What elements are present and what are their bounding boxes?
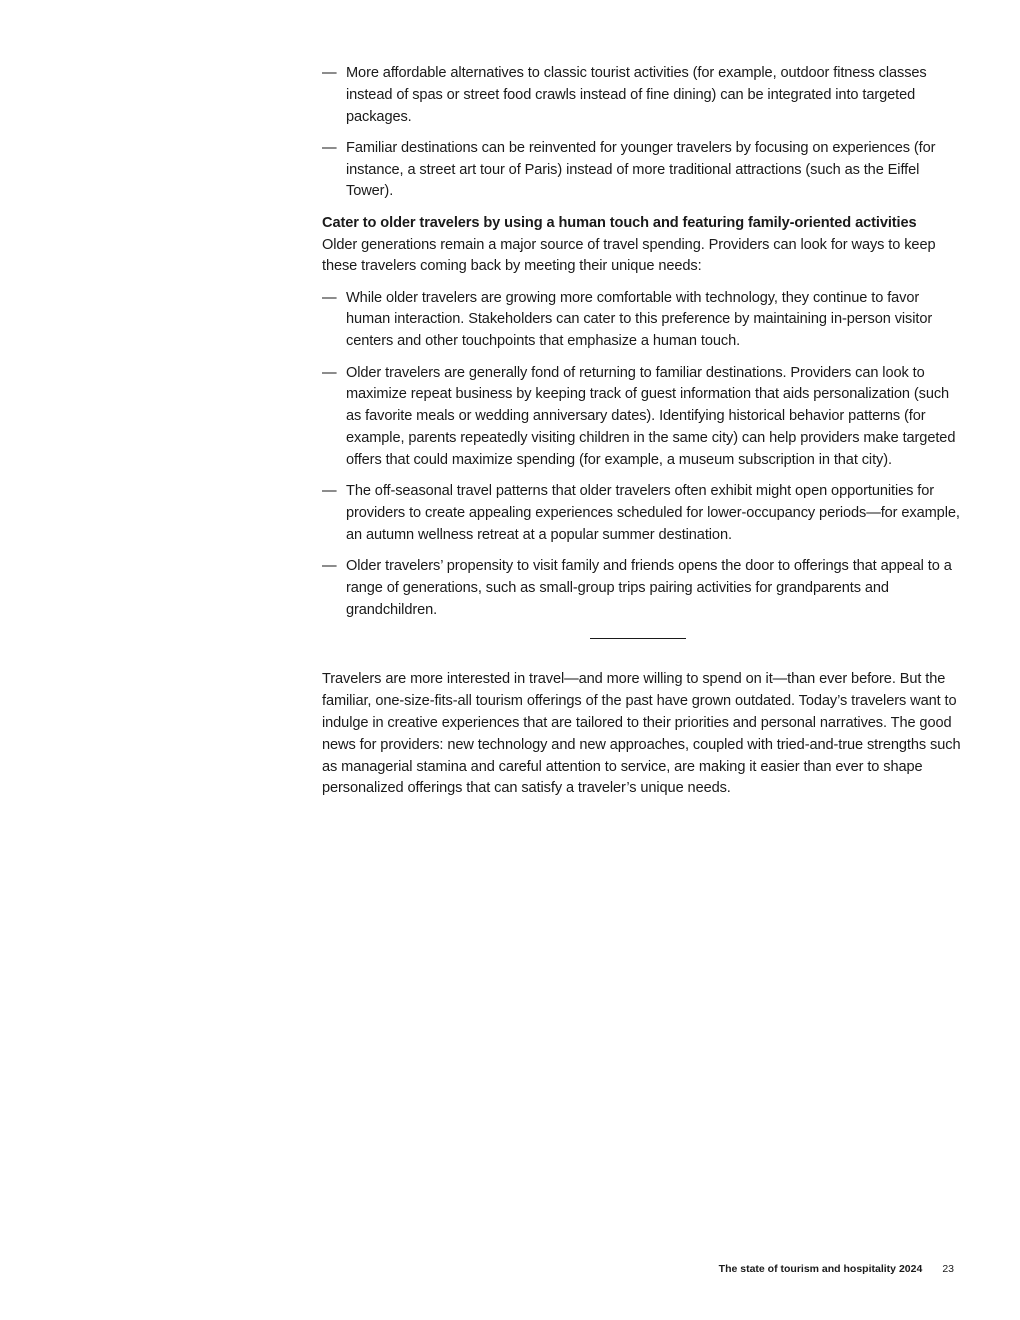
bullet-dash: — <box>322 65 337 81</box>
list-item-text: Older travelers’ propensity to visit family and friends opens the door to offerings that appeal to a range of generations, such as small-group trips pairing activities for grandparents and grandchildren. <box>346 557 952 618</box>
closing-paragraph: Travelers are more interested in travel—and more willing to spend on it—than ever before. But the familiar, one-size-fits-all tourism offerings of the past have grown outdated. Today’s travelers want to indulge in creative experiences that are tailored to their priorities and personal narratives. The good news for providers: new technology and new approaches, coupled with tried-and-true strengths such as managerial stamina and careful attention to service, are making it easier than ever to shape personalized offerings that can satisfy a traveler’s unique needs. <box>322 671 961 797</box>
list-item <box>322 63 962 128</box>
older-travelers-list <box>322 288 962 622</box>
page-footer <box>719 1263 954 1275</box>
article-body <box>322 63 962 800</box>
list-item-text: More affordable alternatives to classic tourist activities (for example, outdoor fitness classes instead of spas or street food crawls instead of fine dining) can be integrated into targeted packages. <box>346 65 927 125</box>
section-heading: Cater to older travelers by using a human touch and featuring family-oriented activities <box>322 214 917 231</box>
bullet-dash: — <box>322 557 337 574</box>
list-item-text: Familiar destinations can be reinvented for younger travelers by focusing on experiences (for instance, a street art tour of Paris) instead of more traditional attractions (such as the Eiffel Tower). <box>346 139 936 200</box>
bullet-dash: — <box>322 364 337 381</box>
bullet-dash: — <box>322 139 337 156</box>
bullet-dash: — <box>322 289 337 306</box>
list-item <box>322 138 962 203</box>
list-item <box>322 363 962 472</box>
list-item-text: Older travelers are generally fond of returning to familiar destinations. Providers can look to maximize repeat business by keeping track of guest information that aids personalization (such as favorite meals or wedding anniversary dates). Identifying historical behavior patterns (for example, parents repeatedly visiting children in the same city) can help providers make targeted offers that could maximize spending (for example, a museum subscription in that city). <box>346 364 956 468</box>
list-item <box>322 288 962 353</box>
page-number: 23 <box>942 1263 954 1275</box>
list-item-text: While older travelers are growing more comfortable with technology, they continue to favor human interaction. Stakeholders can cater to this preference by maintaining in-person visitor centers and other touchpoints that emphasize a human touch. <box>346 289 933 350</box>
list-item <box>322 481 962 546</box>
list-item <box>322 556 962 621</box>
footer-title: The state of tourism and hospitality 2024 <box>718 1263 923 1275</box>
younger-travelers-list <box>322 63 962 203</box>
bullet-dash: — <box>322 483 337 500</box>
section-intro: Older generations remain a major source of travel spending. Providers can look for ways to keep these travelers coming back by meeting their unique needs: <box>322 236 936 275</box>
section-divider <box>590 638 686 639</box>
list-item-text: The off-seasonal travel patterns that older travelers often exhibit might open opportunities for providers to create appealing experiences scheduled for lower-occupancy periods—for example, an autumn wellness retreat at a popular summer destination. <box>346 483 960 543</box>
